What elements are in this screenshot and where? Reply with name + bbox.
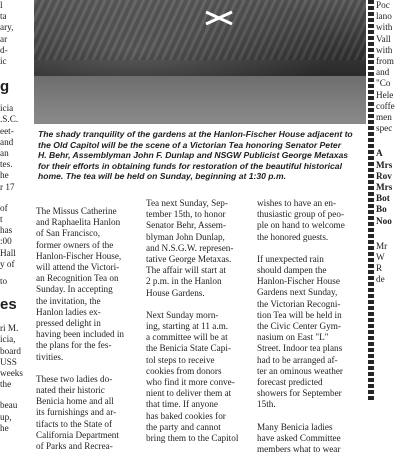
left-fragment-bottom2: beau up, he [0, 400, 18, 433]
right-adjacent-column [376, 0, 400, 400]
photo-x-mark-icon [204, 10, 234, 26]
article-column-1 [36, 206, 140, 452]
left-fragment-bottom: ri M. icia, board USS weeks the [0, 323, 23, 390]
photo-foliage [34, 0, 366, 60]
left-adjacent-column [0, 0, 23, 433]
left-fragment-top: l ta ary, ar d- ic [0, 0, 14, 67]
article-paragraph: wishes to have an en- thusiastic group of peo- ple on hand to welcome the honored guests. [257, 198, 345, 242]
article-paragraph: Many Benicia ladies have asked Committee members what to wear [257, 421, 341, 455]
left-fragment-heading: g [0, 78, 10, 96]
article-paragraph: Tea next Sunday, Sep- tember 15th, to honor Senator Behr, Assem- blyman John Dunlap, and N.S.G.W. represen- tative George Metaxas. The affair will start at 2 p.m. in the Hanlon House Gardens. [146, 198, 234, 298]
right-fragment-mid: A Mrs Rov Mrs Bot Bo Noo [376, 148, 393, 226]
photo-lawn [34, 76, 366, 124]
article-paragraph: These two ladies do- nated their historic Benicia home and all its furnishings and ar- tifacts to the State of California Department of Parks and Recrea- [36, 373, 119, 452]
photo-caption: The shady tranquility of the gardens at the Hanlon-Fischer House adjacent to the Old Capitol will be the scene of a Victorian Tea honoring Senator Peter H. Behr, Assemblyman John F. Dunlap and NSGW Publicist George Metaxas for their efforts in obtaining funds for restoration of the beautiful historical home. The tea will be held on Sunday, beginning at 1:30 p.m. [38, 129, 353, 181]
article-paragraph: The Missus Catherine and Raphaelita Hanlon of San Francisco, former owners of the Hanlon-Fischer House, will attend the Victori- an Recognition Tea on Sunday. In accepting the invitation, the Hanlon ladies ex- pressed delight in having been included in the plans for the fes- tivities. [36, 206, 125, 362]
left-fragment-heading2: es [0, 296, 17, 314]
article-column-2 [146, 198, 250, 444]
column-rule [368, 0, 374, 400]
article-paragraph: If unexpected rain should dampen the Hanlon-Fischer House Gardens next Sunday, the Victorian Recogni- tion Tea will be held in the Civic Center Gym- nasium on East "L" Street. Indoor tea plans had to be arranged af- ter an ominous weather forecast predicted showers for September 15th. [257, 253, 343, 410]
right-fragment-bottom: Mr W R de [376, 240, 388, 285]
left-fragment-mid: icia .S.C. eet- and an tes. he r 17 [0, 103, 19, 192]
garden-photo [34, 0, 366, 124]
right-fragment-top: Poc lano with Vall with from and "Co Hele coffe men spec [376, 0, 395, 134]
article-column-3 [257, 198, 365, 455]
article-paragraph: Next Sunday morn- ing, starting at 11 a.m. a committee will be at the Benicia State Capi- tol steps to receive cookies from donors who find it more conve- nient to deliver them at that time. If anyone has baked cookies for the party and cannot bring them to the Capitol [146, 309, 239, 444]
left-fragment-mid3: to [0, 276, 8, 287]
left-fragment-mid2: of t has :00 Hall y of [0, 202, 16, 269]
